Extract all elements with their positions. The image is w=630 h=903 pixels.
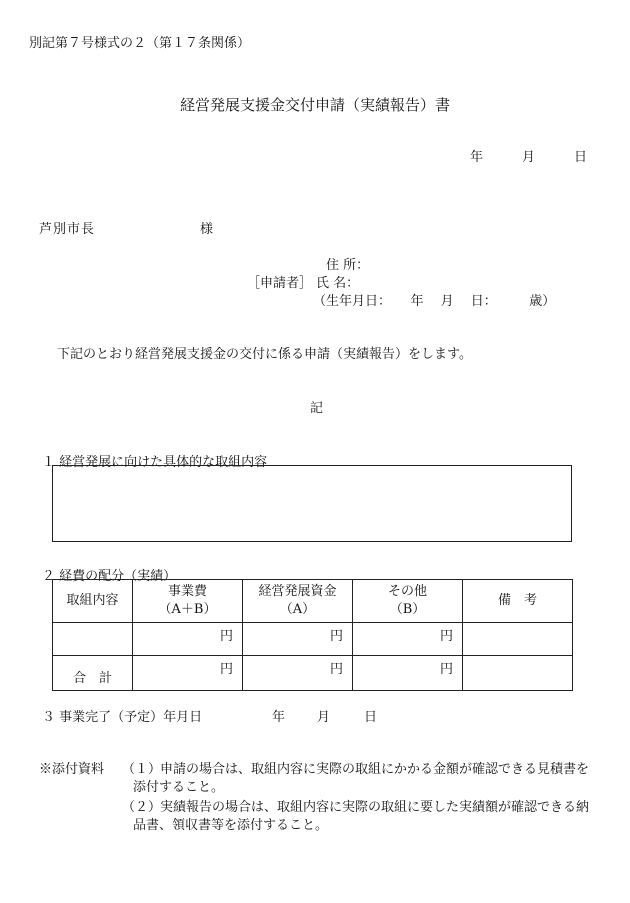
- section2-heading: ２ 経費の配分（実績）: [42, 569, 177, 584]
- birth-date-line: （生年月日： 年 月 日： 歳）: [313, 294, 556, 309]
- header-other-line2: （B）: [389, 602, 426, 617]
- remarks-cell[interactable]: [463, 623, 573, 656]
- header-development-fund-line2: （A）: [279, 602, 316, 617]
- completion-year-label: 年: [272, 710, 286, 725]
- attachments-label: ※添付資料: [39, 762, 105, 777]
- section1-content-box[interactable]: [52, 465, 572, 542]
- yen-unit: 円: [439, 662, 453, 677]
- table-header-row: [53, 580, 573, 623]
- document-title: 経営発展支援金交付申請（実績報告）書: [179, 96, 450, 114]
- attachment1-text-line2: 添付すること。: [133, 780, 225, 795]
- yen-unit: 円: [329, 662, 343, 677]
- recipient-suffix: 様: [200, 222, 214, 237]
- section3-heading: ３ 事業完了（予定）年月日: [42, 710, 203, 725]
- intro-text: 下記のとおり経営発展支援金の交付に係る申請（実績報告）をします。: [57, 347, 472, 362]
- table-row: [53, 623, 573, 656]
- header-project-cost-line2: （A＋B）: [158, 602, 217, 617]
- recipient-name: 芦別市長: [39, 222, 96, 237]
- attachment2-text-line2: 品書、領収書等を添付すること。: [133, 818, 329, 833]
- expense-table: [52, 579, 573, 691]
- header-project-cost: [133, 580, 243, 623]
- completion-month-label: 月: [317, 710, 331, 725]
- applicant-tag: ［申請者］: [247, 276, 313, 291]
- header-initiative-label: 取組内容: [66, 593, 119, 608]
- section1-heading: １ 経営発展に向けた具体的な取組内容: [42, 455, 268, 470]
- header-other: [353, 580, 463, 623]
- header-project-cost-line1: 事業費: [167, 584, 207, 599]
- address-label: 住 所：: [326, 258, 370, 273]
- project-cost-cell[interactable]: [133, 623, 243, 656]
- date-month-label: 月: [522, 150, 536, 165]
- date-year-label: 年: [470, 150, 484, 165]
- header-remarks-label: 備 考: [497, 593, 537, 608]
- attachment1-text-line1: 申請の場合は、取組内容に実際の取組にかかる金額が確認できる見積書を: [160, 762, 590, 777]
- initiative-cell[interactable]: [53, 623, 133, 656]
- form-number: 別記第７号様式の２（第１７条関係）: [29, 36, 251, 51]
- completion-day-label: 日: [364, 710, 378, 725]
- ki-marker: 記: [310, 401, 324, 416]
- development-fund-cell[interactable]: [243, 623, 353, 656]
- total-remarks-cell[interactable]: [463, 656, 573, 691]
- table-total-row: [53, 656, 573, 691]
- header-other-line1: その他: [387, 584, 427, 599]
- name-label: 氏 名：: [316, 276, 360, 291]
- yen-unit: 円: [219, 629, 233, 644]
- header-development-fund-line1: 経営発展資金: [258, 584, 337, 599]
- yen-unit: 円: [329, 629, 343, 644]
- yen-unit: 円: [439, 629, 453, 644]
- header-remarks: [463, 580, 573, 623]
- header-development-fund: [243, 580, 353, 623]
- total-project-cost-cell[interactable]: [133, 656, 243, 691]
- date-day-label: 日: [574, 150, 588, 165]
- total-label: 合 計: [72, 671, 112, 686]
- total-other-cost-cell[interactable]: [353, 656, 463, 691]
- attachment2-text-line1: 実績報告の場合は、取組内容に実際の取組に要した実績額が確認できる納: [160, 800, 590, 815]
- attachment2-number: （２）: [122, 800, 162, 815]
- total-label-cell: [53, 656, 133, 691]
- attachment1-number: （１）: [122, 762, 162, 777]
- yen-unit: 円: [219, 662, 233, 677]
- other-cost-cell[interactable]: [353, 623, 463, 656]
- header-initiative: [53, 580, 133, 623]
- total-development-fund-cell[interactable]: [243, 656, 353, 691]
